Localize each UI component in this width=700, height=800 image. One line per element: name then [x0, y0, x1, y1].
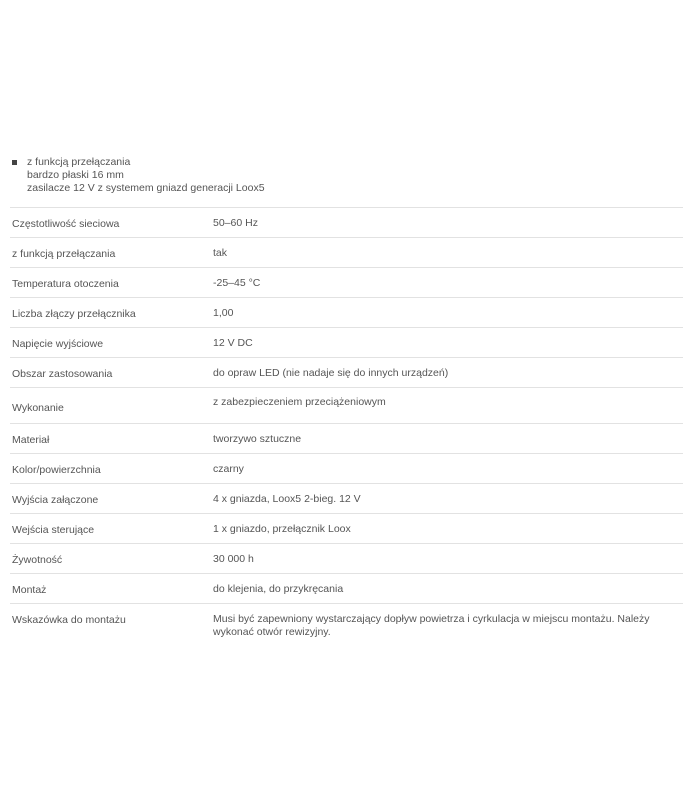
- spec-label: Wejścia sterujące: [12, 524, 95, 536]
- spec-value: Musi być zapewniony wystarczający dopływ powietrza i cyrkulacja w miejscu montażu. Należy wykonać otwór rewizyjny.: [213, 613, 650, 638]
- feature-list: [12, 156, 682, 195]
- table-row: [10, 358, 683, 388]
- table-row: [10, 328, 683, 358]
- table-row: [10, 238, 683, 268]
- spec-label: Liczba złączy przełącznika: [12, 308, 136, 320]
- table-row: [10, 388, 683, 424]
- table-row: [10, 454, 683, 484]
- spec-value: do klejenia, do przykręcania: [213, 583, 344, 595]
- spec-value: tworzywo sztuczne: [213, 433, 302, 445]
- spec-label: Wyjścia załączone: [12, 494, 99, 506]
- table-row: [10, 544, 683, 574]
- table-row: [10, 424, 683, 454]
- feature-line-switching: z funkcją przełączania: [27, 156, 131, 168]
- spec-label: Napięcie wyjściowe: [12, 338, 104, 350]
- table-row: [10, 604, 683, 644]
- spec-label: z funkcją przełączania: [12, 248, 116, 260]
- table-row: [10, 514, 683, 544]
- spec-value: -25–45 °C: [213, 277, 261, 289]
- spec-label: Wykonanie: [12, 402, 64, 414]
- table-row: [10, 484, 683, 514]
- feature-line-flat: bardzo płaski 16 mm: [27, 169, 124, 181]
- feature-item: [12, 156, 682, 195]
- spec-value: 30 000 h: [213, 553, 254, 565]
- table-row: [10, 574, 683, 604]
- spec-label: Częstotliwość sieciowa: [12, 218, 120, 230]
- feature-lines: [27, 156, 265, 195]
- feature-line-power-supply: zasilacze 12 V z systemem gniazd generacji Loox5: [27, 182, 265, 194]
- spec-value: 50–60 Hz: [213, 217, 258, 229]
- spec-label: Temperatura otoczenia: [12, 278, 119, 290]
- spec-value: 4 x gniazda, Loox5 2-bieg. 12 V: [213, 493, 361, 505]
- spec-label: Materiał: [12, 434, 50, 446]
- table-row: [10, 208, 683, 238]
- spec-value: 12 V DC: [213, 337, 253, 349]
- spec-label: Montaż: [12, 584, 47, 596]
- square-bullet-icon: [12, 160, 17, 165]
- spec-value: czarny: [213, 463, 244, 475]
- spec-label: Żywotność: [12, 554, 63, 566]
- spec-label: Wskazówka do montażu: [12, 614, 126, 626]
- spec-label: Obszar zastosowania: [12, 368, 113, 380]
- table-row: [10, 298, 683, 328]
- spec-value: 1,00: [213, 307, 234, 319]
- spec-label: Kolor/powierzchnia: [12, 464, 101, 476]
- spec-value: do opraw LED (nie nadaje się do innych urządzeń): [213, 367, 449, 379]
- table-row: [10, 268, 683, 298]
- spec-value: z zabezpieczeniem przeciążeniowym: [213, 396, 386, 408]
- spec-value: 1 x gniazdo, przełącznik Loox: [213, 523, 351, 535]
- spec-value: tak: [213, 247, 228, 259]
- specification-table: [10, 207, 683, 644]
